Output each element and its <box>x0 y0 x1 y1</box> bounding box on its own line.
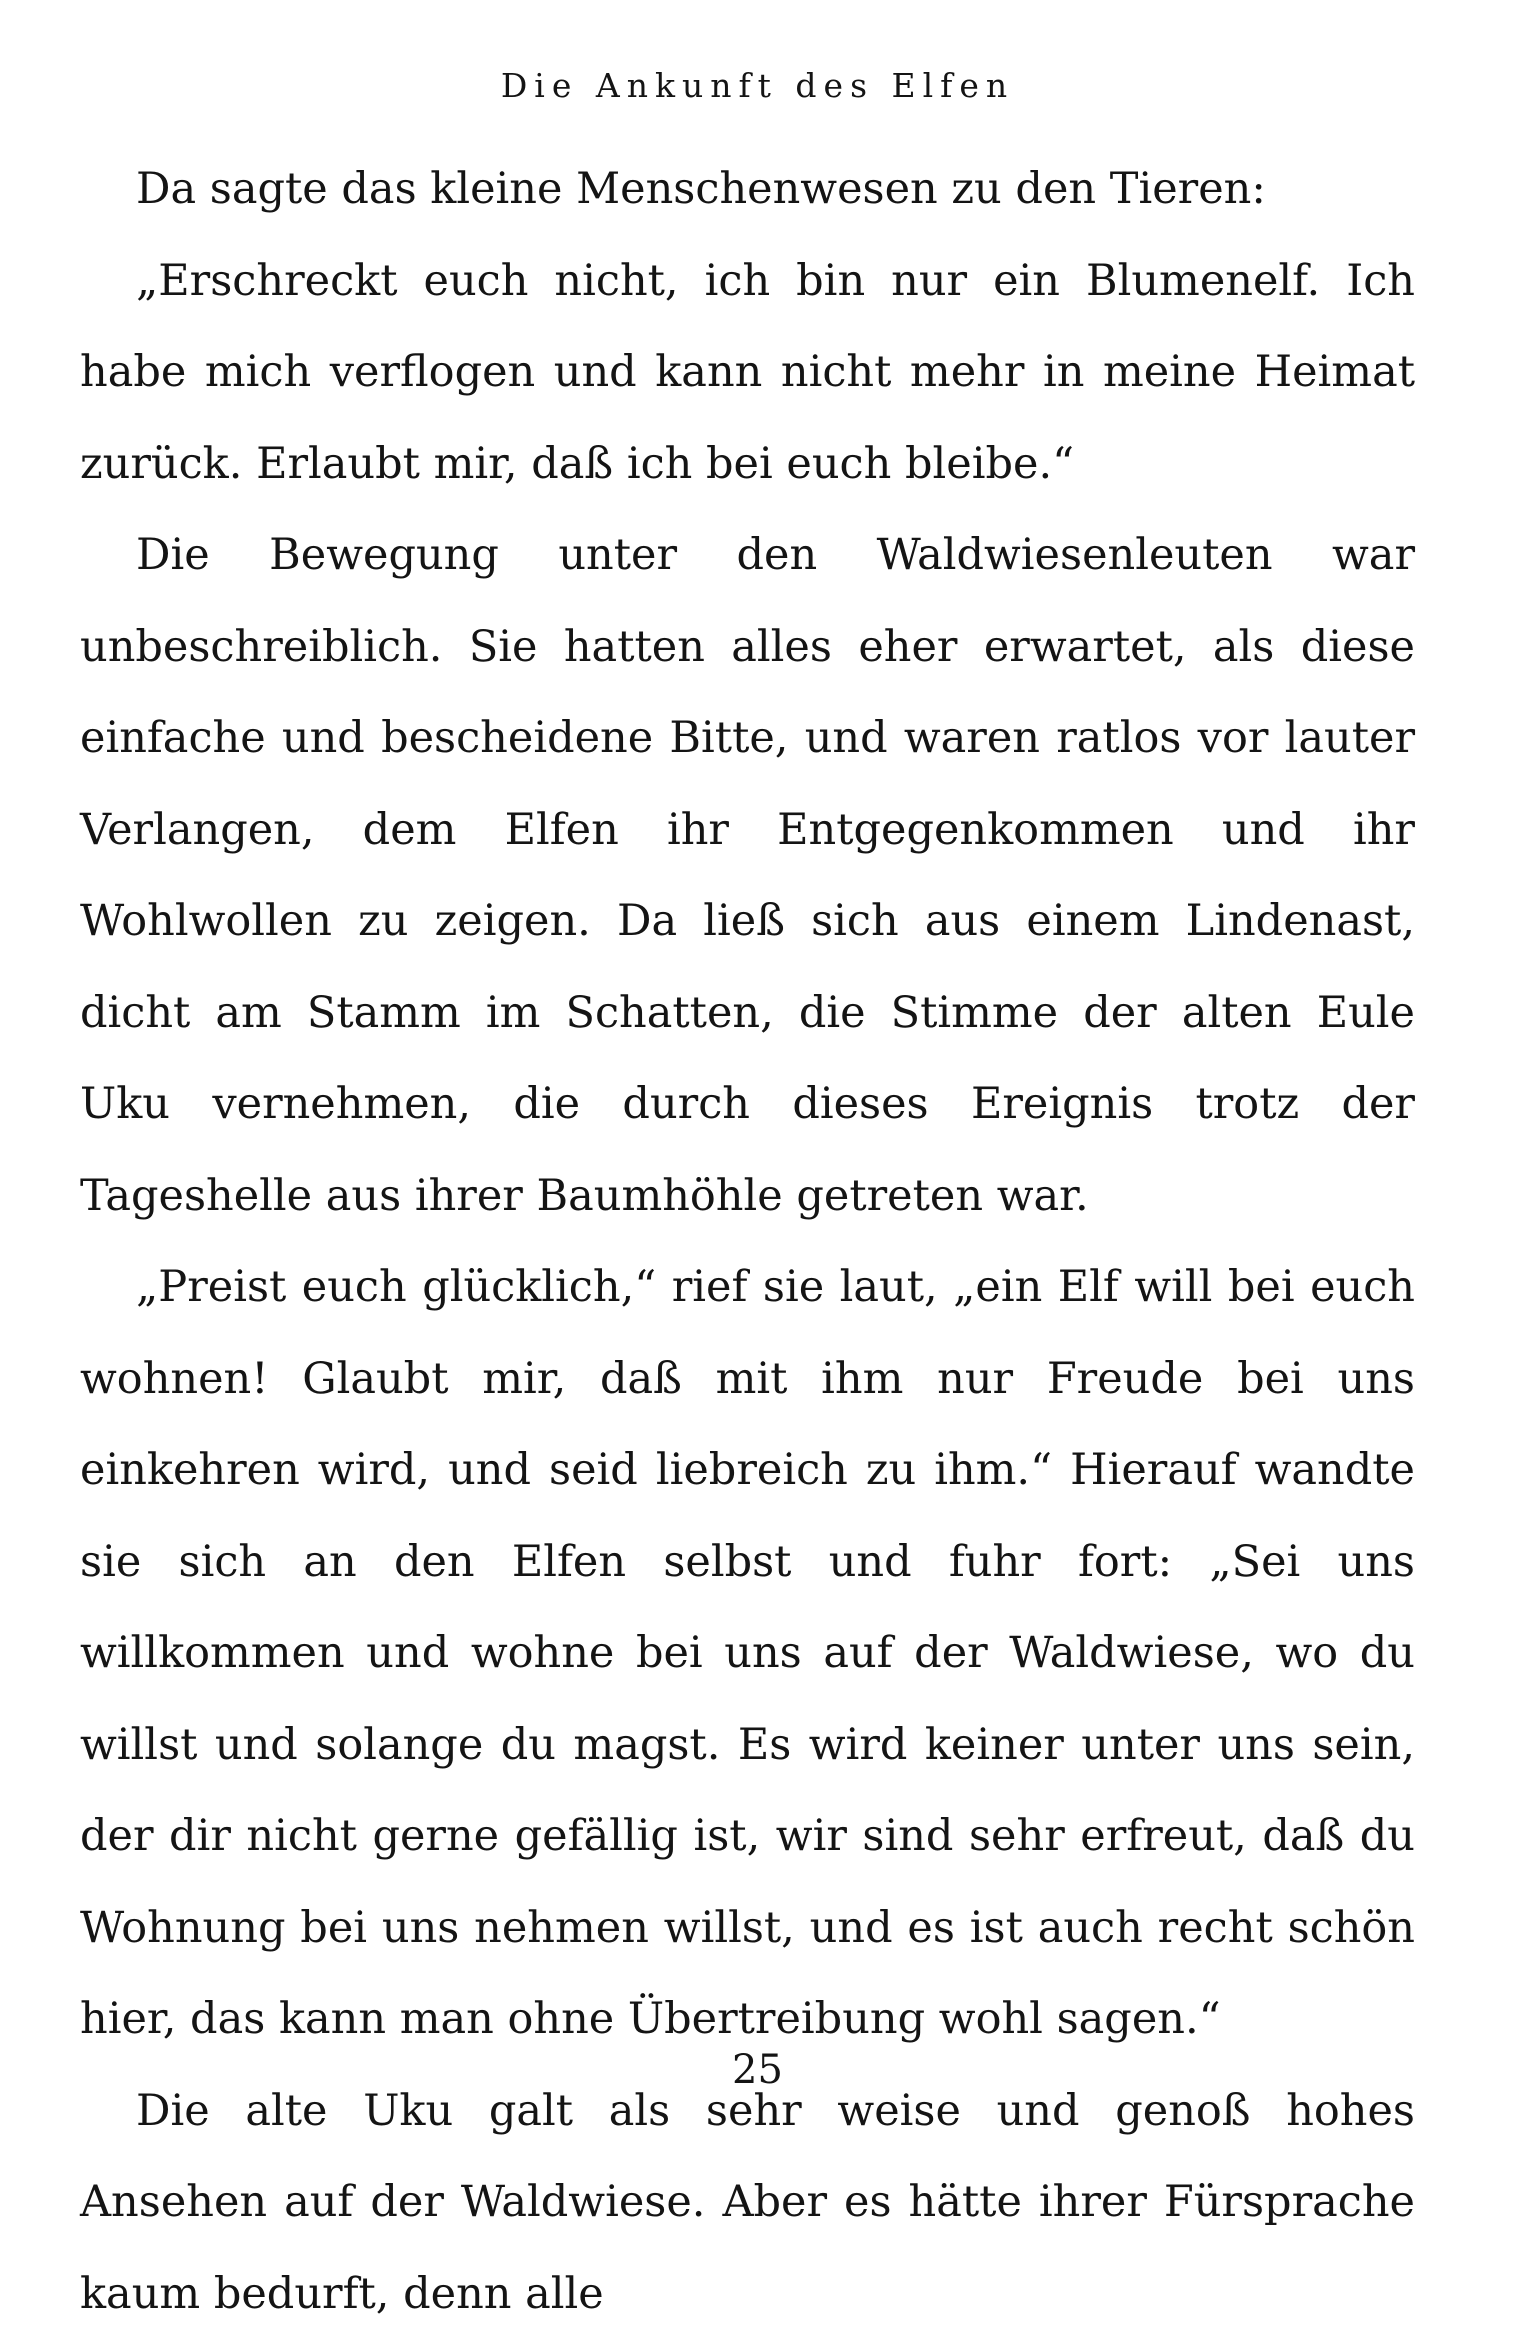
page-number: 25 <box>0 2045 1515 2095</box>
running-head: Die Ankunft des Elfen <box>0 66 1515 106</box>
paragraph-1: Da sagte das kleine Menschenwesen zu den Tieren: <box>80 144 1415 236</box>
paragraph-3: Die Bewegung unter den Waldwiesenleuten war unbeschreiblich. Sie hatten alles eher erwartet, als diese einfache und bescheidene Bitte, und waren ratlos vor lauter Verlangen, dem Elfen ihr Entgegenkommen und ihr Wohlwollen zu zeigen. Da ließ sich aus einem Lindenast, dicht am Stamm im Schatten, die Stimme der alten Eule Uku vernehmen, die durch dieses Ereignis trotz der Tageshelle aus ihrer Baumhöhle getreten war. <box>80 510 1415 1242</box>
paragraph-5: Die alte Uku galt als sehr weise und genoß hohes Ansehen auf der Waldwiese. Aber es hätte ihrer Fürsprache kaum bedurft, denn alle <box>80 2066 1415 2340</box>
paragraph-2: „Erschreckt euch nicht, ich bin nur ein Blumenelf. Ich habe mich verflogen und kann nicht mehr in meine Heimat zurück. Erlaubt mir, daß ich bei euch bleibe.“ <box>80 236 1415 511</box>
paragraph-4: „Preist euch glücklich,“ rief sie laut, „ein Elf will bei euch wohnen! Glaubt mir, daß mit ihm nur Freude bei uns einkehren wird, und seid liebreich zu ihm.“ Hierauf wandte sie sich an den Elfen selbst und fuhr fort: „Sei uns willkommen und wohne bei uns auf der Waldwiese, wo du willst und solange du magst. Es wird keiner unter uns sein, der dir nicht gerne gefällig ist, wir sind sehr erfreut, daß du Wohnung bei uns nehmen willst, und es ist auch recht schön hier, das kann man ohne Übertreibung wohl sagen.“ <box>80 1242 1415 2066</box>
body-text <box>80 144 1415 2340</box>
